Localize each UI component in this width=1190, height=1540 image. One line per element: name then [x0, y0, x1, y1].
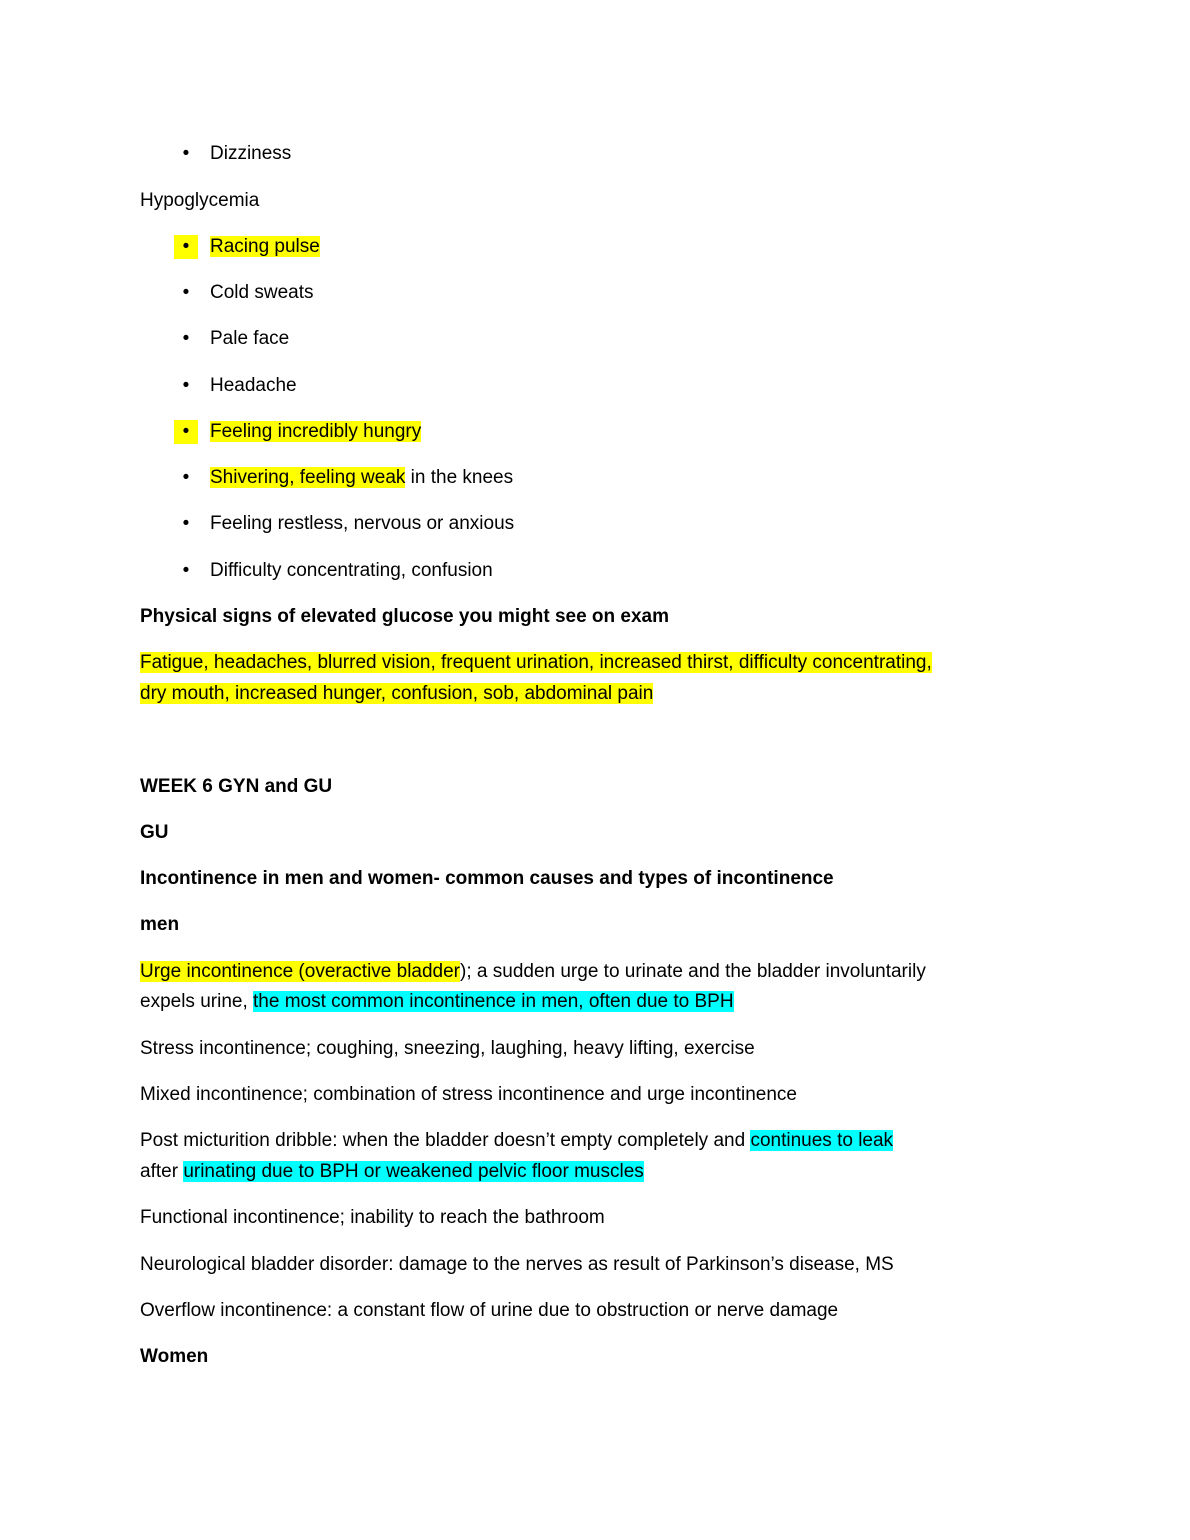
highlighted-text: continues to leak: [750, 1130, 894, 1151]
bullet-icon: •: [182, 560, 190, 581]
highlighted-text: Urge incontinence (overactive bladder: [140, 961, 461, 982]
paragraph: [140, 682, 653, 706]
bullet-icon: •: [182, 328, 190, 349]
list-item: [182, 281, 314, 305]
highlighted-text: the most common incontinence in men, often due to BPH: [253, 991, 734, 1012]
list-item-text: Dizziness: [210, 143, 292, 164]
incontinence-heading: Incontinence in men and women- common causes and types of incontinence: [140, 868, 834, 889]
paragraph: [140, 1129, 893, 1153]
list-item: [182, 512, 515, 536]
bullet-icon: •: [182, 467, 190, 488]
paragraph: [140, 1160, 644, 1184]
highlighted-text: urinating due to BPH or weakened pelvic floor muscles: [183, 1161, 644, 1182]
bullet-icon: •: [174, 235, 198, 259]
paragraph-text: ); a sudden urge to urinate and the bladder involuntarily: [460, 961, 926, 982]
list-item-text: Headache: [210, 375, 297, 396]
list-item-text: Cold sweats: [210, 282, 314, 303]
highlighted-text: Shivering, feeling weak: [210, 467, 406, 488]
highlighted-text: Feeling incredibly hungry: [210, 421, 422, 442]
gu-heading: GU: [140, 822, 169, 843]
bullet-icon: •: [182, 282, 190, 303]
list-item: [182, 374, 297, 398]
list-item: [182, 420, 422, 444]
paragraph-text: after: [140, 1161, 184, 1182]
bullet-icon: •: [182, 143, 190, 164]
list-item: [182, 142, 292, 166]
bullet-icon: •: [174, 420, 198, 444]
paragraph: [140, 990, 734, 1014]
paragraph: [140, 960, 926, 984]
paragraph-text: expels urine,: [140, 991, 254, 1012]
list-item: [182, 327, 290, 351]
list-item-text: Difficulty concentrating, confusion: [210, 560, 493, 581]
list-item-text: Pale face: [210, 328, 290, 349]
paragraph: Neurological bladder disorder: damage to the nerves as result of Parkinson’s disease, MS: [140, 1254, 894, 1275]
list-item: [182, 559, 493, 583]
list-item-text: Feeling restless, nervous or anxious: [210, 513, 515, 534]
physical-signs-heading: Physical signs of elevated glucose you might see on exam: [140, 606, 670, 627]
paragraph: Functional incontinence; inability to reach the bathroom: [140, 1207, 605, 1228]
paragraph-text: Post micturition dribble: when the bladder doesn’t empty completely and: [140, 1130, 751, 1151]
paragraph: Stress incontinence; coughing, sneezing, laughing, heavy lifting, exercise: [140, 1038, 755, 1059]
hypoglycemia-heading: Hypoglycemia: [140, 190, 260, 211]
highlighted-text: dry mouth, increased hunger, confusion, sob, abdominal pain: [140, 683, 654, 704]
list-item: [182, 235, 320, 259]
list-item: [182, 466, 514, 490]
bullet-icon: •: [182, 513, 190, 534]
list-item-text: in the knees: [405, 467, 514, 488]
men-heading: men: [140, 914, 180, 935]
highlighted-text: Fatigue, headaches, blurred vision, frequent urination, increased thirst, difficulty concentrating,: [140, 652, 932, 673]
paragraph: Mixed incontinence; combination of stress incontinence and urge incontinence: [140, 1084, 797, 1105]
women-heading: Women: [140, 1346, 209, 1367]
week-heading: WEEK 6 GYN and GU: [140, 776, 333, 797]
highlighted-text: Racing pulse: [210, 236, 320, 257]
paragraph: Overflow incontinence: a constant flow of urine due to obstruction or nerve damage: [140, 1300, 839, 1321]
bullet-icon: •: [182, 375, 190, 396]
paragraph: [140, 651, 932, 675]
